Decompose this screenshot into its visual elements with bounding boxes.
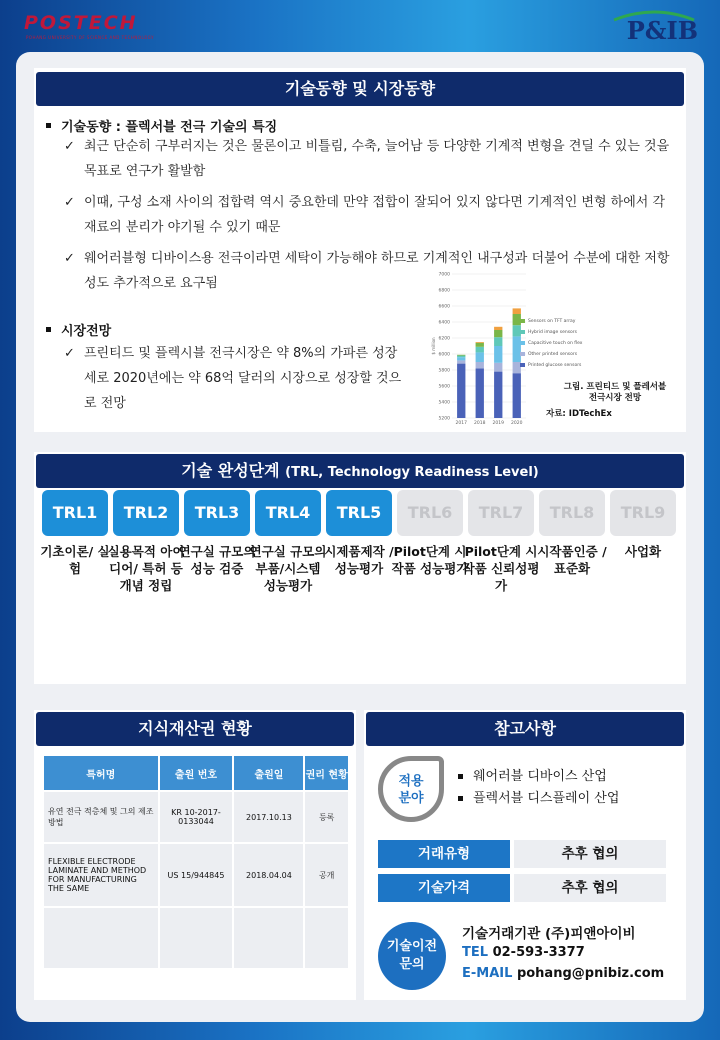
legend-entry (520, 349, 590, 360)
tel-number[interactable]: 02-593-3377 (492, 945, 585, 960)
market-item (64, 341, 404, 416)
patent-title: FLEXIBLE ELECTRODE LAMINATE AND METHOD FOR MANUFACTURING THE SAME (43, 843, 159, 907)
trl-level-5: TRL5 (326, 490, 392, 536)
patent-table (42, 754, 350, 970)
trl-level-2: TRL2 (113, 490, 179, 536)
tech-item-text: 최근 단순히 구부러지는 것은 물론이고 비틀림, 수축, 늘어남 등 다양한 기계적 변형을 견딜 수 있는 것을 목표로 연구가 활발함 (84, 139, 670, 179)
y-tick-label: 6200 (438, 336, 450, 342)
legend-swatch (520, 363, 525, 367)
y-axis-label: $ million (431, 337, 436, 355)
rights-status: 공개 (304, 843, 349, 907)
check-icon: ✓ (64, 251, 75, 266)
tech-item (64, 190, 676, 240)
chart-bar-segment (476, 343, 484, 347)
y-tick-label: 7000 (438, 272, 450, 278)
legend-swatch (520, 341, 525, 345)
y-tick-label: 5800 (438, 368, 450, 374)
email-label: E-MAIL (462, 966, 513, 981)
reference-header: 참고사항 (366, 712, 684, 746)
contact-badge (378, 922, 446, 990)
deal-type-value: 추후 협의 (514, 840, 666, 868)
x-tick-label: 2020 (511, 421, 523, 426)
application-number: US 15/944845 (159, 843, 234, 907)
price-label: 기술가격 (378, 874, 510, 902)
field-badge (378, 756, 444, 822)
market-heading (46, 320, 111, 339)
chart-bar-segment (457, 364, 465, 418)
pib-logo: P&IB (626, 16, 698, 45)
trl-level-desc: 기초이론/ 실험 (40, 544, 110, 576)
chart-bar-segment (494, 346, 502, 363)
y-tick-label: 6000 (438, 352, 450, 358)
market-chart (416, 266, 678, 426)
legend-label: Printed glucose sensors (528, 363, 582, 368)
price-value: 추후 협의 (514, 874, 666, 902)
legend-label: Capacitive touch on flex (528, 341, 583, 346)
y-tick-label: 6800 (438, 288, 450, 294)
check-icon: ✓ (64, 346, 75, 361)
chart-caption-line: 그림. 프린티드 및 플레서블 (563, 382, 667, 392)
trl-level-desc: 시제품제작 /성능평가 (324, 544, 394, 576)
y-tick-label: 5400 (438, 400, 450, 406)
postech-logo-subtitle: POHANG UNIVERSITY OF SCIENCE AND TECHNOLOGY (26, 35, 155, 40)
col-header: 출원 번호 (159, 755, 234, 791)
table-row (43, 843, 349, 907)
email-address[interactable]: pohang@pnibiz.com (516, 966, 665, 981)
top-bar (0, 0, 720, 52)
market-chart-svg (430, 266, 530, 426)
check-icon: ✓ (64, 195, 75, 210)
rights-status (304, 907, 349, 969)
chart-bar-segment (457, 360, 465, 363)
contact-badge-text: 기술이전 문의 (386, 939, 438, 972)
contact-org: 기술거래기관 (주)피앤아이비 (462, 926, 636, 942)
application-number (159, 907, 234, 969)
trl-level-desc: Pilot단계 시작품 신뢰성평가 (462, 544, 540, 593)
trl-level-desc: 연구실 규모의 성능 검증 (178, 544, 256, 576)
bullet-square-icon (458, 796, 463, 801)
patent-title: 유연 전극 적층체 및 그의 제조방법 (43, 791, 159, 843)
rights-status: 등록 (304, 791, 349, 843)
y-tick-label: 6600 (438, 304, 450, 310)
bullet-square-icon (458, 774, 463, 779)
application-date: 2017.10.13 (233, 791, 304, 843)
chart-bar-segment (494, 337, 502, 346)
trl-header-main: 기술 완성단계 (181, 461, 280, 480)
deal-type-label: 거래유형 (378, 840, 510, 868)
trl-level-desc: 실용목적 아이디어/ 특허 등 개념 정립 (107, 544, 185, 593)
y-tick-label: 5600 (438, 384, 450, 390)
field-item (458, 766, 619, 788)
trl-level-6: TRL6 (397, 490, 463, 536)
legend-entry (520, 338, 590, 349)
x-tick-label: 2019 (492, 421, 504, 426)
chart-caption (552, 382, 678, 404)
x-tick-label: 2017 (455, 421, 467, 426)
legend-swatch (520, 352, 525, 356)
patent-table-header-row (43, 755, 349, 791)
contact-email (462, 966, 664, 981)
chart-bar-segment (494, 363, 502, 372)
chart-bar-segment (476, 347, 484, 353)
chart-bar-segment (457, 356, 465, 358)
trl-level-9: TRL9 (610, 490, 676, 536)
patent-title (43, 907, 159, 969)
field-item-text: 웨어러블 디바이스 산업 (473, 769, 607, 784)
chart-bar-segment (494, 327, 502, 330)
check-icon: ✓ (64, 139, 75, 154)
field-item-text: 플렉서블 디스플레이 산업 (473, 791, 620, 806)
application-date (233, 907, 304, 969)
chart-bar-segment (476, 342, 484, 343)
trl-level-desc: Pilot단계 시작품 성능평가 (391, 544, 469, 576)
chart-bar-segment (476, 362, 484, 368)
chart-bar-segment (457, 357, 465, 360)
trl-level-1: TRL1 (42, 490, 108, 536)
chart-bar-segment (494, 330, 502, 337)
tech-trend-heading (46, 116, 277, 135)
col-header: 특허명 (43, 755, 159, 791)
legend-label: Sensors on TFT array (528, 319, 576, 324)
trl-level-8: TRL8 (539, 490, 605, 536)
col-header: 출원일 (233, 755, 304, 791)
col-header: 권리 현황 (304, 755, 349, 791)
legend-swatch (520, 319, 525, 323)
legend-entry (520, 360, 590, 371)
market-item-text: 프린티드 및 플렉시블 전극시장은 약 8%의 가파른 성장세로 2020년에는 약 68억 달러의 시장으로 성장할 것으로 전망 (84, 346, 402, 411)
ip-header: 지식재산권 현황 (36, 712, 354, 746)
legend-entry (520, 327, 590, 338)
field-item (458, 788, 619, 810)
tech-item-text: 이때, 구성 소재 사이의 접합력 역시 중요한데 만약 접합이 잘되어 있지 않다면 기계적인 변형 하에서 각 재료의 분리가 야기될 수 있기 때문 (84, 195, 665, 235)
legend-label: Hybrid image sensors (528, 330, 577, 335)
trl-level-3: TRL3 (184, 490, 250, 536)
trl-header-sub: (TRL, Technology Readiness Level) (285, 465, 539, 480)
legend-entry (520, 316, 590, 327)
chart-legend (520, 316, 590, 371)
market-heading-text: 시장전망 (61, 324, 112, 339)
chart-bar-segment (457, 355, 465, 356)
trend-header: 기술동향 및 시장동향 (36, 72, 684, 106)
field-list (458, 766, 619, 810)
chart-bar-segment (476, 352, 484, 362)
legend-swatch (520, 330, 525, 334)
field-badge-text: 적용 분야 (398, 774, 424, 806)
trl-level-desc: 시작품인증 /표준화 (537, 544, 607, 576)
table-row (43, 791, 349, 843)
contact-tel (462, 945, 585, 960)
trl-level-desc: 사업화 (624, 544, 662, 559)
bullet-square-icon (46, 327, 51, 332)
chart-bar-segment (494, 372, 502, 418)
chart-bar-segment (476, 368, 484, 418)
application-number: KR 10-2017-0133044 (159, 791, 234, 843)
y-tick-label: 5200 (438, 416, 450, 422)
tech-item-text: 웨어러블형 디바이스용 전극이라면 세탁이 가능해야 하므로 기계적인 내구성과 더불어 수분에 대한 저항성도 추가적으로 요구됨 (84, 251, 670, 291)
table-row (43, 907, 349, 969)
chart-caption-line: 전극시장 전망 (588, 393, 642, 403)
trl-level-desc: 연구실 규모의 부품/시스템 성능평가 (249, 544, 327, 593)
chart-bar-segment (513, 308, 521, 314)
chart-source: 자료: IDTechEx (546, 409, 612, 419)
tech-trend-heading-text: 기술동향 : 플렉서블 전극 기술의 특징 (61, 120, 278, 135)
postech-logo: POSTECH (24, 12, 138, 34)
tel-label: TEL (462, 945, 489, 960)
x-tick-label: 2018 (474, 421, 486, 426)
chart-bar-segment (513, 373, 521, 418)
application-date: 2018.04.04 (233, 843, 304, 907)
trl-header (36, 454, 684, 488)
trl-level-4: TRL4 (255, 490, 321, 536)
bullet-square-icon (46, 123, 51, 128)
y-tick-label: 6400 (438, 320, 450, 326)
legend-label: Other printed sensors (528, 352, 578, 357)
trl-level-7: TRL7 (468, 490, 534, 536)
tech-item (64, 134, 676, 184)
